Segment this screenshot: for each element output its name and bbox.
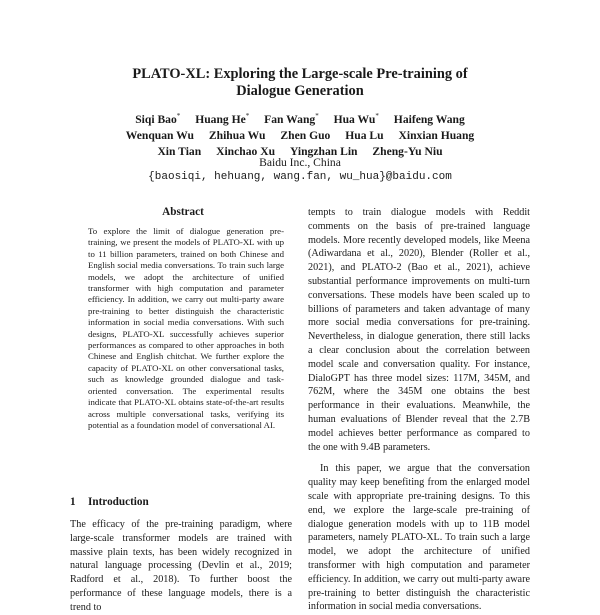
author: Huang He* bbox=[195, 112, 250, 126]
abstract-text: To explore the limit of dialogue generation pre-training, we present the models of PLATO-XL with up to 11 billion parameters, trained on both Chinese and English social media conversations. To train such large models, we adopt the architecture of unified transformer with high computation and parameter efficiency. In addition, we carry out multi-party aware pre-training to better distinguish the characteristic information in social media conversations. With such designs, PLATO-XL successfully achieves superior performances as compared to other approaches in both Chinese and English chitchat. We further explore the capacity of PLATO-XL on other conversational tasks, such as knowledge grounded dialogue and task-oriented conversation. The experimental results indicate that PLATO-XL obtains state-of-the-art results across multiple conversational tasks, verifying its potential as a foundation model of conversational AI. bbox=[88, 226, 284, 430]
author: Xinchao Xu bbox=[216, 145, 276, 158]
author-line-1 bbox=[90, 112, 510, 128]
intro-paragraph: The efficacy of the pre-training paradigm, where large-scale transformer models are trained with massive plain texts, has been widely recognized in natural language processing (Devlin et al., 2019; Radford et al., 2018). To further boost the performance of these language models, there is a trend to bbox=[70, 519, 292, 613]
section-number: 1 bbox=[70, 496, 76, 508]
author: Siqi Bao* bbox=[135, 112, 181, 126]
affiliation: Baidu Inc., China bbox=[259, 156, 341, 169]
author-block bbox=[90, 112, 510, 160]
author: Haifeng Wang bbox=[393, 113, 465, 126]
title-line-2: Dialogue Generation bbox=[236, 83, 364, 99]
author: Yingzhan Lin bbox=[289, 145, 358, 158]
author: Hua Lu bbox=[345, 129, 384, 142]
author: Wenquan Wu bbox=[125, 129, 194, 142]
author-line-2 bbox=[90, 128, 510, 144]
body-paragraph-2: In this paper, we argue that the conversation quality may keep benefiting from the enlarged model scale with appropriate pre-training designs. To this end, we explore the large-scale pre-training of dialogue generation models with up to 11B model parameters, namely PLATO-XL. To train such a large model, we adopt the architecture of unified transformer with high computation and parameter efficiency. In addition, we carry out multi-party aware pre-training to better distinguish the characteristic information in social media conversations. bbox=[308, 463, 530, 613]
author: Fan Wang* bbox=[264, 112, 319, 126]
section-heading bbox=[70, 496, 290, 508]
author-email: {baosiqi, hehuang, wang.fan, wu_hua}@baidu.com bbox=[148, 171, 452, 183]
body-paragraph-1: tempts to train dialogue models with Reddit comments on the basis of pre-trained language models. More recently developed models, like Meena (Adiwardana et al., 2020), Blender (Roller et al., 2021), and PLATO-2 (Bao et al., 2021), achieve substantial performance improvements on multi-turn conversations. These models have been scaled up to billions of parameters and taken advantage of many more social media conversations for pre-training. Nevertheless, in dialogue generation, there still lacks a clear conclusion about the correlation between model scale and conversation quality. For instance, DialoGPT has three model sizes: 117M, 345M, and 762M, where the 345M one obtains the best performance in their evaluations. Meanwhile, the human evaluations of Blender reveal that the 2.7B model achieves better performance as compared to the one with 9.4B parameters. bbox=[308, 207, 530, 453]
abstract-heading: Abstract bbox=[162, 206, 204, 218]
right-column bbox=[308, 206, 530, 614]
author: Zhen Guo bbox=[280, 129, 331, 142]
author: Xinxian Huang bbox=[398, 129, 475, 142]
author: Xin Tian bbox=[157, 145, 202, 158]
author: Hua Wu* bbox=[333, 112, 379, 126]
paper-title bbox=[100, 66, 500, 100]
author: Zheng-Yu Niu bbox=[372, 145, 443, 158]
section-title: Introduction bbox=[88, 496, 149, 508]
author: Zhihua Wu bbox=[208, 129, 266, 142]
title-line-1: PLATO-XL: Exploring the Large-scale Pre-training of bbox=[132, 66, 468, 82]
